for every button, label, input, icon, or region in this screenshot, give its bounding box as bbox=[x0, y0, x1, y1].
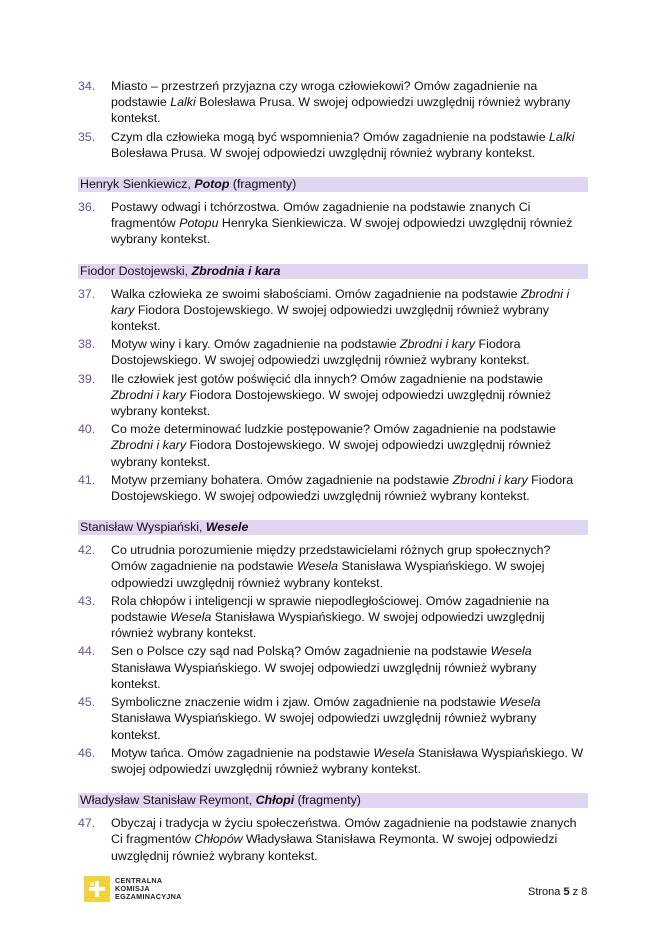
header-suffix: (fragmenty) bbox=[294, 793, 361, 808]
current-page: 5 bbox=[563, 886, 570, 898]
topic-text: Czym dla człowieka mogą być wspomnienia? Omów zagadnienie na podstawie Lalki Bolesława Prusa. W swojej odpowiedzi uwzględnij również wybrany kontekst. bbox=[111, 129, 575, 160]
topic-text: Co utrudnia porozumienie między przedstawicielami różnych grup społecznych? Omów zagadnienie na podstawie Wesela Stanisława Wyspiańskiego. W swojej odpowiedzi uwzględnij również wybrany kontekst. bbox=[111, 543, 551, 590]
page-number: Strona 5 z 8 bbox=[528, 886, 588, 898]
header-author: Henryk Sienkiewicz, bbox=[80, 177, 195, 192]
header-title: Zbrodnia i kara bbox=[191, 263, 281, 278]
header-author: Władysław Stanisław Reymont, bbox=[80, 793, 256, 808]
topic-number: 34. bbox=[78, 79, 96, 93]
section-gap bbox=[78, 506, 588, 520]
topic-number: 39. bbox=[78, 371, 96, 386]
section-header bbox=[78, 520, 588, 535]
topic-number: 37. bbox=[78, 286, 96, 301]
topic-number: 47. bbox=[78, 816, 96, 831]
topic-item bbox=[78, 815, 588, 864]
topic-item bbox=[78, 199, 588, 248]
cke-logo-icon bbox=[84, 876, 110, 902]
total-pages: 8 bbox=[581, 886, 588, 898]
topic-number: 45. bbox=[78, 695, 96, 710]
topic-item bbox=[78, 78, 588, 127]
topic-item bbox=[78, 472, 588, 504]
cke-logo-text bbox=[115, 877, 182, 902]
logo-line: EGZAMINACYJNA bbox=[115, 892, 182, 902]
topic-item bbox=[78, 421, 588, 470]
topic-item bbox=[78, 745, 588, 777]
topic-text: Motyw przemiany bohatera. Omów zagadnienie na podstawie Zbrodni i kary Fiodora Dostojewskiego. W swojej odpowiedzi uwzględnij również wybrany kontekst. bbox=[111, 472, 574, 504]
topic-number: 36. bbox=[78, 200, 96, 215]
section-header bbox=[78, 264, 588, 279]
topic-item bbox=[78, 371, 588, 420]
topic-number: 40. bbox=[78, 422, 96, 437]
topic-item bbox=[78, 542, 588, 591]
topic-item bbox=[78, 286, 588, 335]
topic-text: Motyw tańca. Omów zagadnienie na podstawie Wesela Stanisława Wyspiańskiego. W swojej odpowiedzi uwzględnij również wybrany kontekst. bbox=[111, 745, 584, 776]
topic-text: Co może determinować ludzkie postępowanie? Omów zagadnienie na podstawie Zbrodni i kary Fiodora Dostojewskiego. W swojej odpowiedzi uwzględnij również wybrany kontekst. bbox=[111, 422, 556, 469]
section-gap bbox=[78, 779, 588, 793]
topics-list bbox=[78, 78, 588, 866]
topic-text: Motyw winy i kary. Omów zagadnienie na podstawie Zbrodni i kary Fiodora Dostojewskiego. W swojej odpowiedzi uwzględnij również wybrany kontekst. bbox=[111, 337, 530, 368]
topic-item bbox=[78, 129, 588, 161]
topic-text: Miasto – przestrzeń przyjazna czy wroga człowiekowi? Omów zagadnienie na podstawie Lalki Bolesława Prusa. W swojej odpowiedzi uwzględnij również wybrany kontekst. bbox=[111, 79, 571, 126]
header-author: Stanisław Wyspiański, bbox=[80, 520, 206, 535]
topic-text: Sen o Polsce czy sąd nad Polską? Omów zagadnienie na podstawie Wesela Stanisława Wyspiańskiego. W swojej odpowiedzi uwzględnij również wybrany kontekst. bbox=[111, 644, 537, 691]
section-header bbox=[78, 177, 588, 192]
topic-text: Obyczaj i tradycja w życiu społeczeństwa. Omów zagadnienie na podstawie znanych Ci fragmentów Chłopów Władysława Stanisława Reymonta. W swojej odpowiedzi uwzględnij również wybrany kontekst. bbox=[111, 816, 577, 863]
topic-number: 46. bbox=[78, 745, 96, 760]
topic-number: 38. bbox=[78, 337, 96, 352]
section-header bbox=[78, 793, 588, 808]
topic-text: Ile człowiek jest gotów poświęcić dla innych? Omów zagadnienie na podstawie Zbrodni i kary Fiodora Dostojewskiego. W swojej odpowiedzi uwzględnij również wybrany kontekst. bbox=[111, 371, 552, 419]
topic-text: Symboliczne znaczenie widm i zjaw. Omów zagadnienie na podstawie Wesela Stanisława Wyspiańskiego. W swojej odpowiedzi uwzględnij również wybrany kontekst. bbox=[111, 695, 541, 742]
header-title: Chłopi bbox=[255, 793, 295, 808]
header-suffix: (fragmenty) bbox=[229, 177, 297, 192]
topic-text: Walka człowieka ze swoimi słabościami. Omów zagadnienie na podstawie Zbrodni i kary Fiodora Dostojewskiego. W swojej odpowiedzi uwzględnij również wybrany kontekst. bbox=[111, 286, 570, 334]
cke-logo bbox=[84, 873, 182, 905]
topic-number: 35. bbox=[78, 129, 96, 144]
topic-item bbox=[78, 336, 588, 368]
header-title: Wesele bbox=[205, 520, 249, 535]
topic-number: 42. bbox=[78, 543, 96, 558]
topic-number: 41. bbox=[78, 472, 96, 487]
section-gap bbox=[78, 163, 588, 177]
section-gap bbox=[78, 250, 588, 264]
topic-item bbox=[78, 694, 588, 743]
topic-number: 43. bbox=[78, 593, 96, 608]
logo-line: KOMISJA bbox=[115, 883, 150, 893]
header-author: Fiodor Dostojewski, bbox=[80, 263, 192, 278]
topic-number: 44. bbox=[78, 644, 96, 659]
header-title: Potop bbox=[194, 177, 230, 192]
topic-item bbox=[78, 593, 588, 642]
topic-item bbox=[78, 643, 588, 692]
logo-line: CENTRALNA bbox=[115, 875, 163, 885]
topic-text: Postawy odwagi i tchórzostwa. Omów zagadnienie na podstawie znanych Ci fragmentów Potopu Henryka Sienkiewicza. W swojej odpowiedzi uwzględnij również wybrany kontekst. bbox=[111, 200, 573, 247]
topic-text: Rola chłopów i inteligencji w sprawie niepodległościowej. Omów zagadnienie na podstawie Wesela Stanisława Wyspiańskiego. W swojej odpowiedzi uwzględnij również wybrany kontekst. bbox=[111, 593, 550, 641]
